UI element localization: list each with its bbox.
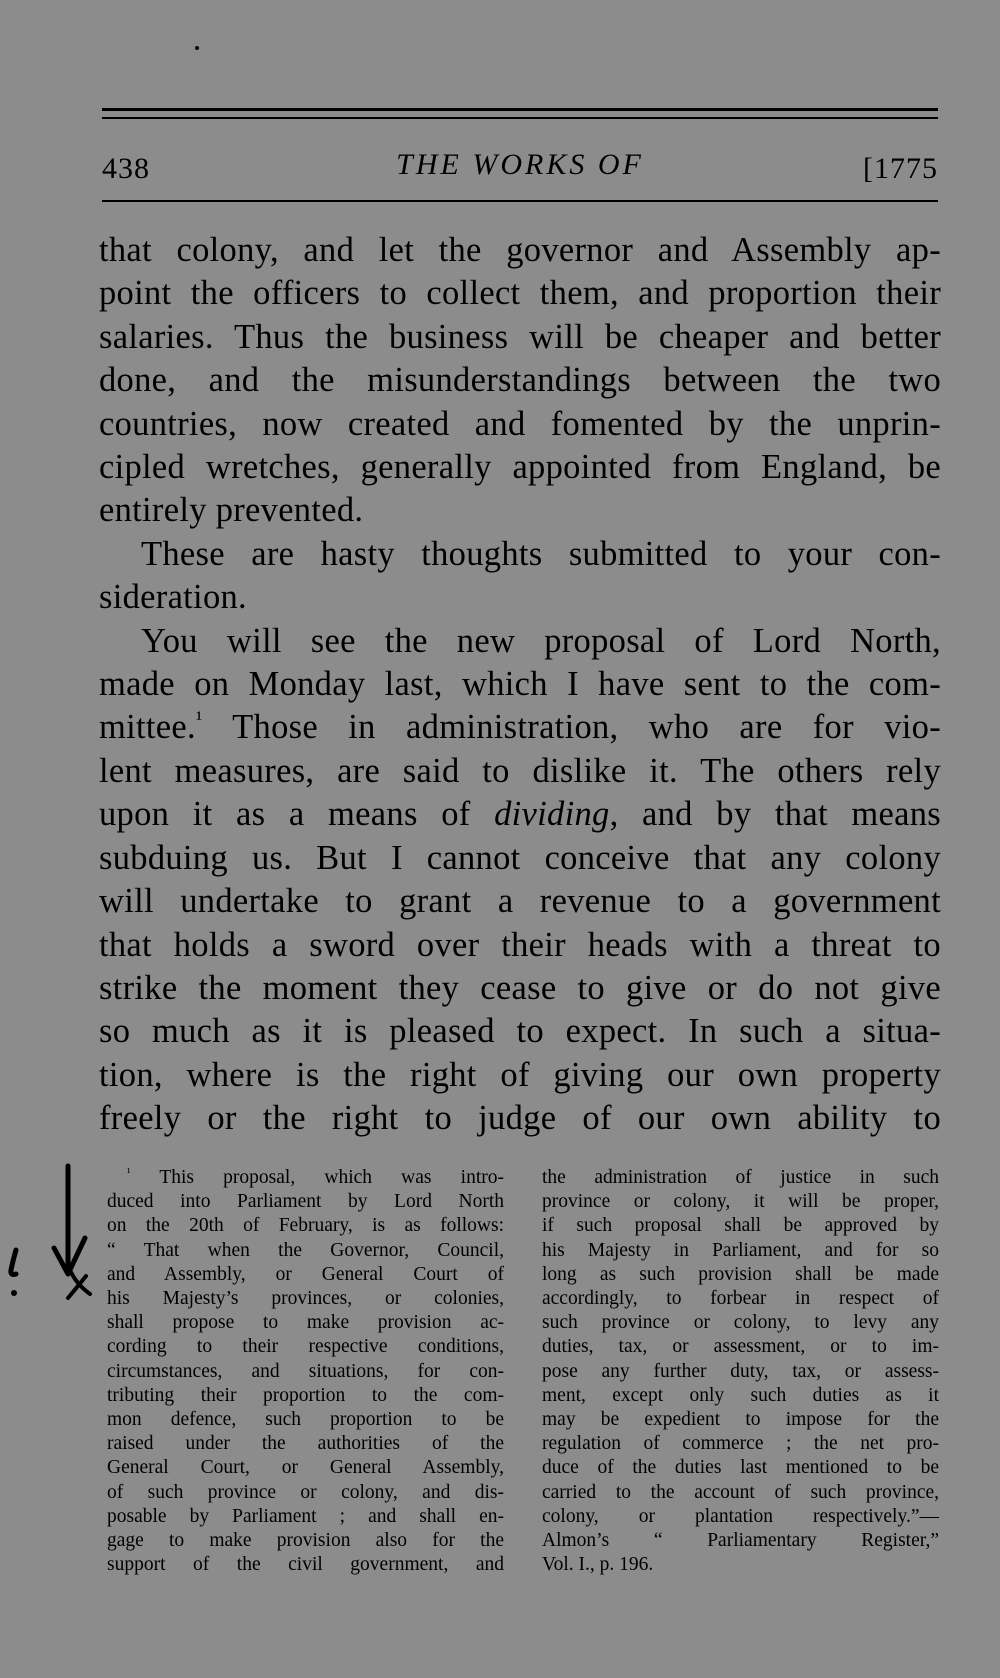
footnote-line: on the 20th of February, is as follows:: [107, 1215, 504, 1237]
ink-speck: [195, 46, 199, 50]
footnote-line: duties, tax, or assessment, or to im-: [542, 1336, 939, 1358]
body-line: salaries. Thus the business will be cheaper and better: [99, 317, 941, 356]
footnote-line: [107, 1166, 504, 1190]
body-line-start: mittee.: [99, 708, 196, 747]
body-line: so much as it is pleased to expect. In such a situa-: [99, 1012, 941, 1051]
footnote-line: pose any further duty, tax, or assess-: [542, 1360, 939, 1382]
footnote-line: General Court, or General Assembly,: [107, 1457, 504, 1479]
footnote-right-column: [542, 1166, 939, 1577]
footnote-line: the administration of justice in such: [542, 1167, 939, 1188]
footnote-line: duced into Parliament by Lord North: [107, 1191, 504, 1213]
footnote-line: his Majesty’s provinces, or colonies,: [107, 1288, 504, 1310]
body-line: done, and the misunderstandings between the two: [99, 361, 941, 400]
footnote-line: mon defence, such proportion to be: [107, 1409, 504, 1431]
footnote-line: Almon’s “ Parliamentary Register,”: [542, 1530, 939, 1552]
footnote-line: duce of the duties last mentioned to be: [542, 1457, 939, 1479]
body-line: cipled wretches, generally appointed from England, be: [99, 448, 941, 487]
footnote-marker: ¹: [127, 1165, 131, 1179]
body-text: [99, 229, 941, 1141]
footnote-line: if such proposal shall be approved by: [542, 1215, 939, 1237]
footnote-line: circumstances, and situations, for con-: [107, 1360, 504, 1382]
body-line: These are hasty thoughts submitted to your con-: [141, 534, 941, 573]
footnote-line: may be expedient to impose for the: [542, 1409, 939, 1431]
body-line: sideration.: [99, 578, 247, 617]
body-line: made on Monday last, which I have sent to the com-: [99, 665, 941, 704]
running-year: [1775: [863, 152, 938, 185]
body-line: that colony, and let the governor and Assembly ap-: [99, 231, 941, 269]
footnote-line: gage to make provision also for the: [107, 1530, 504, 1552]
body-line-rest: , and by that means: [609, 795, 941, 834]
body-line: [99, 706, 941, 749]
footnote-line: cording to their respective conditions,: [107, 1336, 504, 1358]
body-line-rest: Those in administration, who are for vio-: [202, 708, 941, 747]
footnote-line: regulation of commerce ; the net pro-: [542, 1433, 939, 1455]
body-line: You will see the new proposal of Lord North,: [141, 621, 941, 660]
footnote-line: and Assembly, or General Court of: [107, 1263, 504, 1285]
footnote-line: such province or colony, to levy any: [542, 1312, 939, 1334]
top-double-rule: [102, 108, 938, 119]
running-title: THE WORKS OF: [396, 148, 644, 181]
header-rule: [102, 200, 938, 202]
footnote-line: posable by Parliament ; and shall en-: [107, 1505, 504, 1527]
footnote-line: Vol. I., p. 196.: [542, 1554, 654, 1576]
footnote-line: his Majesty in Parliament, and for so: [542, 1239, 939, 1261]
italic-word: dividing: [494, 795, 610, 834]
footnote-line: ment, except only such duties as it: [542, 1384, 939, 1406]
footnote-line: colony, or plantation respectively.”—: [542, 1505, 939, 1527]
running-head: [102, 148, 938, 188]
body-line: will undertake to grant a revenue to a government: [99, 882, 941, 921]
page-number: 438: [102, 152, 150, 185]
footnote-line: support of the civil government, and: [107, 1554, 504, 1576]
body-line: entirely prevented.: [99, 491, 364, 530]
body-line: subduing us. But I cannot conceive that any colony: [99, 838, 941, 877]
body-line: strike the moment they cease to give or do not give: [99, 968, 941, 1007]
body-line: freely or the right to judge of our own ability to: [99, 1099, 941, 1138]
body-line: lent measures, are said to dislike it. The others rely: [99, 751, 941, 790]
footnote-line: raised under the authorities of the: [107, 1433, 504, 1455]
footnote-line: “ That when the Governor, Council,: [107, 1239, 504, 1261]
handwritten-arrow-mark: [0, 1160, 110, 1340]
footnote-line-text: This proposal, which was intro-: [130, 1167, 504, 1188]
body-line: that holds a sword over their heads with a threat to: [99, 925, 941, 964]
footnote-line: carried to the account of such province,: [542, 1481, 939, 1503]
footnote-reference: ¹: [195, 709, 203, 732]
footnote-left-column: [107, 1166, 504, 1577]
footnote-line: accordingly, to forbear in respect of: [542, 1288, 939, 1310]
body-line: countries, now created and fomented by the unprin-: [99, 404, 941, 443]
footnote-line: of such province or colony, and dis-: [107, 1481, 504, 1503]
body-line: tion, where is the right of giving our own property: [99, 1055, 941, 1094]
body-line-start: upon it as a means of: [99, 795, 495, 834]
footnote-line: province or colony, it will be proper,: [542, 1191, 939, 1213]
body-line: [99, 793, 941, 836]
body-line: point the officers to collect them, and proportion their: [99, 274, 941, 313]
footnote-line: long as such provision shall be made: [542, 1263, 939, 1285]
footnote-line: tributing their proportion to the com-: [107, 1384, 504, 1406]
footnote-line: shall propose to make provision ac-: [107, 1312, 504, 1334]
